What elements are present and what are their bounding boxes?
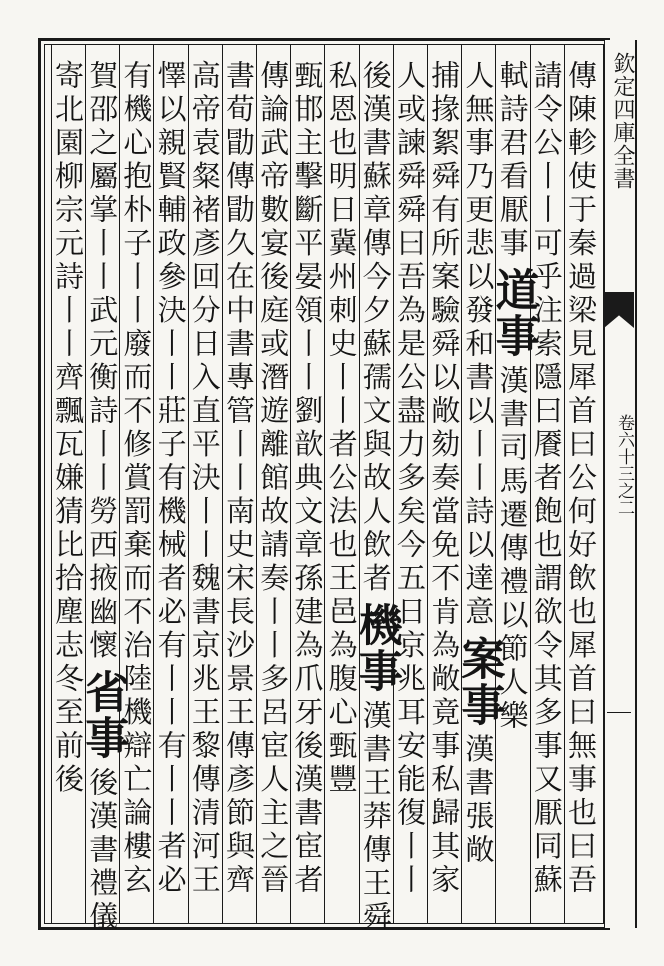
text-column xyxy=(256,60,290,920)
text-column xyxy=(290,60,324,920)
column-text: 高帝袁粲褚彥回分日入直平決丨丨魏書京兆王黎傳清河王 xyxy=(187,60,222,898)
text-column xyxy=(350,60,402,935)
entry-heading: 道事 xyxy=(487,267,539,359)
column-rule xyxy=(564,44,565,924)
column-text: 私恩也明日冀州刺史丨丨者公法也 xyxy=(324,60,359,563)
column-rule xyxy=(256,44,257,924)
column-text: 傳論武帝數宴後庭或潛遊離館故請奏丨丨多呂宦人主之晉 xyxy=(256,60,291,898)
column-text: 有機心抱朴子丨丨廢而不修賞罰棄而不治陸機辯亡論樓玄 xyxy=(119,60,154,898)
column-rule xyxy=(119,44,120,924)
column-rule xyxy=(222,44,223,924)
column-text: 志冬至前後 xyxy=(50,629,85,797)
text-column xyxy=(188,60,222,920)
column-text: 懌以親賢輔政參決丨丨莊子有機械者必有丨丨有丨丨者必 xyxy=(153,60,188,898)
column-rule xyxy=(51,44,52,924)
text-column xyxy=(222,60,256,920)
entry-heading: 案事 xyxy=(453,635,505,728)
column-rule xyxy=(85,44,86,924)
column-rule xyxy=(153,44,154,924)
text-column xyxy=(393,60,427,920)
column-text: 傳陳軫使于秦過梁見犀首曰公何好飲也犀首曰無事也曰吾 xyxy=(563,60,598,898)
column-text: 後漢書蘇章傳今夕蘇孺文與故人飲者 xyxy=(358,60,393,596)
column-rule xyxy=(290,44,291,924)
column-text: 捕掾絮舜有所案驗舜以敞劾奏當免不肯為敞竟事私歸其家 xyxy=(427,60,462,898)
text-column xyxy=(119,60,153,920)
column-text: 軾詩君看厭事 xyxy=(495,60,530,261)
column-rule xyxy=(324,44,325,924)
column-text: 賀邵之屬掌丨丨武元衡詩丨丨勞西掖幽懷 xyxy=(85,60,120,663)
text-column xyxy=(51,60,85,920)
entry-heading: 省事 xyxy=(77,669,129,761)
column-rule xyxy=(461,44,462,924)
spine-title: 欽定四庫全書 xyxy=(610,52,635,190)
column-text: 甄邯主擊斷平晏領丨丨劉歆典文章孫建為爪牙後漢書宦者 xyxy=(290,60,325,898)
column-rule xyxy=(427,44,428,924)
text-column xyxy=(453,60,505,920)
column-text: 寄北園柳宗元詩丨丨齊飄瓦嫌猜比拾塵 xyxy=(50,60,85,630)
column-text: 以發和書以丨丨詩以達意 xyxy=(461,261,496,630)
column-rule xyxy=(188,44,189,924)
text-column xyxy=(487,60,539,920)
column-rule xyxy=(495,44,496,924)
spine-volume: 卷六十三之二 xyxy=(614,414,634,516)
column-text: 請令公丨丨可乎注索隱曰餍者飽也謂欲令其多事又厭同蘇 xyxy=(529,60,564,898)
column-text: 漢書司馬遷傳禮以節人樂 xyxy=(495,365,530,734)
column-text: 後漢書禮儀 xyxy=(85,767,120,935)
text-column xyxy=(77,60,129,935)
column-text: 書荀勖傳勖久在中書專管丨丨南史宋長沙景王傳彥節與齊 xyxy=(221,60,256,898)
column-text: 漢書張敞 xyxy=(461,733,496,868)
column-text: 人或諫舜舜曰吾為是公盡力多矣今五日京兆耳安能復丨丨 xyxy=(392,60,427,898)
column-rule xyxy=(359,44,360,924)
entry-heading: 機事 xyxy=(350,602,402,694)
text-column xyxy=(564,60,598,920)
column-text: 漢書王莽傳王舜 xyxy=(358,700,393,935)
text-column xyxy=(324,60,358,920)
text-column xyxy=(530,60,564,920)
column-text: 人無事乃更悲 xyxy=(461,60,496,261)
text-column xyxy=(153,60,187,920)
spine-divider xyxy=(607,712,631,713)
column-text: 王邑為腹心甄豐 xyxy=(324,562,359,797)
text-column xyxy=(427,60,461,920)
